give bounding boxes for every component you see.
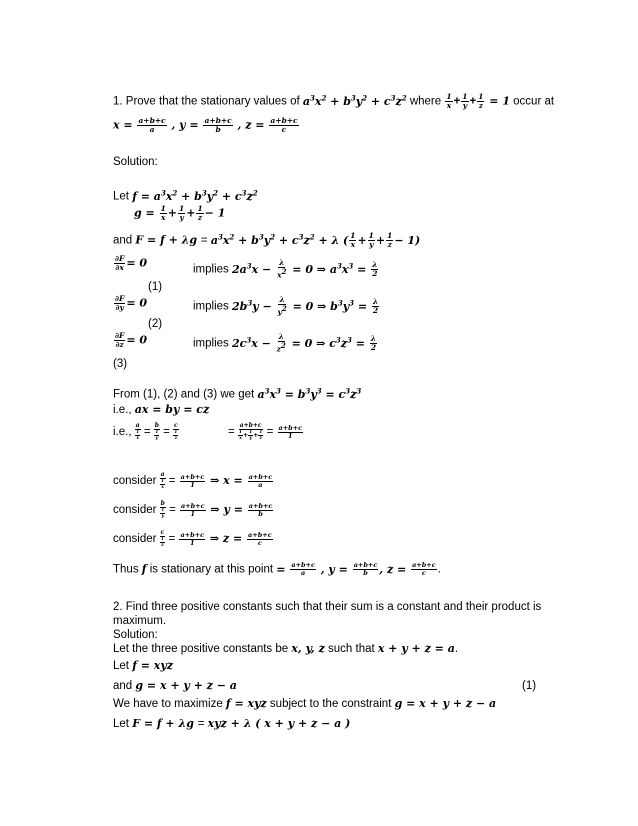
problem-2-let-f bbox=[113, 659, 173, 673]
let-three-text: Let the three positive constants be bbox=[113, 643, 292, 655]
consider-line-2: consider b 1 y = $\frac{a+b+c}{1}$ ⇒ y = $\frac{a+b+c}{b}$ bbox=[113, 500, 273, 519]
math-fraction: $\frac{a+b+c}{1}$ bbox=[180, 501, 205, 518]
let-text: Let bbox=[113, 718, 133, 730]
from-text: From (1), (2) and (3) we get bbox=[113, 388, 258, 401]
ie-line-1 bbox=[113, 403, 209, 417]
period-text: . bbox=[437, 563, 441, 576]
math-expression: x + y + z = a bbox=[377, 642, 455, 655]
ie-text: i.e., bbox=[113, 404, 135, 416]
math-expression: g = x + y + z − a bbox=[394, 697, 497, 710]
problem-2-line-2: maximum. bbox=[113, 615, 167, 627]
equation-label-1: (1) bbox=[148, 281, 163, 293]
let-text: Let bbox=[113, 660, 133, 672]
math-fraction: $\frac{a+b+c}{b}$ bbox=[248, 501, 273, 518]
ie-line-2: i.e., a 1 x = b 1 y = c 1 z bbox=[113, 422, 178, 441]
math-fraction: $\frac{a+b+c}{1}$ bbox=[180, 530, 205, 547]
math-fraction: $\frac{1}{y}$ bbox=[462, 92, 468, 111]
occur-text: occur at bbox=[509, 95, 555, 108]
math-expression: ⇒ y = bbox=[206, 503, 247, 517]
problem-2-equation-label-1: (1) bbox=[522, 680, 537, 692]
math-expression: g = x + y + z − a bbox=[135, 679, 237, 692]
math-expression: $a^3x^2 + b^3y^2 + c^3z^2 + \lambda$ ( $\frac{1}{x}$ + $\frac{1}{y}$ + $\frac{1}{z}$ − 1) bbox=[210, 231, 421, 250]
math-expression: ⇒ x = bbox=[206, 474, 247, 488]
math-fraction: $\frac{1}{z}$ bbox=[478, 92, 484, 111]
problem-2-solution-heading: Solution: bbox=[113, 629, 158, 641]
problem-2-maximize bbox=[113, 697, 496, 711]
implies-text: implies bbox=[193, 337, 232, 350]
and-F-line: and $F = f + \lambda g = a^3x^2 + b^3y^2 + c^3z^2 + \lambda$ ( $\frac{1}{x}$ + $\frac{1}{y}$ + $\frac{1}{z}$ − 1) bbox=[113, 231, 421, 250]
math-expression: $a^3x^2 + b^3y^2 + c^3z^2$ bbox=[302, 93, 407, 108]
and-text: and bbox=[113, 680, 136, 692]
consider-text: consider bbox=[113, 475, 157, 488]
math-expression: f = xyz bbox=[225, 697, 267, 710]
consider-line-3: consider c 1 z = $\frac{a+b+c}{1}$ ⇒ z = $\frac{a+b+c}{c}$ bbox=[113, 529, 272, 548]
consider-text: consider bbox=[113, 504, 157, 517]
math-expression: F = f + λg bbox=[135, 233, 201, 247]
problem-2-let-three bbox=[113, 642, 458, 656]
problem-2-and-g bbox=[113, 679, 237, 693]
g-definition-math: g = $\frac{1}{x}$ + $\frac{1}{y}$ + $\frac{1}{z}$ − 1 bbox=[134, 204, 226, 222]
math-fraction: a 1 x bbox=[160, 471, 165, 490]
math-expression: f = xyz bbox=[132, 659, 173, 672]
problem-1-statement: 1. Prove that the stationary values of $a^3x^2 + b^3y^2 + c^3z^2$ where $\frac{1}{x}$ + $\frac{1}{y}$ + $\frac{1}{z}$ = 1 occur at bbox=[113, 92, 555, 111]
implies-line-2 bbox=[193, 296, 380, 317]
math-expression: ax = by = cz bbox=[134, 403, 210, 416]
math-fraction: $\frac{a+b+c}{1}$ bbox=[180, 472, 205, 489]
math-fraction: c 1 z bbox=[160, 529, 165, 548]
equation-label-2: (2) bbox=[148, 318, 163, 330]
period-text: . bbox=[454, 643, 459, 655]
math-fraction: a+b+c 1 x + 1 y + 1 z bbox=[238, 422, 263, 441]
problem-1-text: 1. Prove that the stationary values of bbox=[113, 95, 303, 108]
math-fraction: $\frac{a+b+c}{1}$ bbox=[278, 423, 303, 440]
math-fraction: b 1 y bbox=[154, 422, 159, 441]
stationary-point-math: x = $\frac{a+b+c}{a}$ , y = $\frac{a+b+c}{b}$ , z = $\frac{a+b+c}{c}$ bbox=[113, 116, 298, 134]
math-expression: $f = a^3x^2 + b^3y^2 + c^3z^2$ bbox=[132, 188, 258, 203]
implies-line-1 bbox=[193, 259, 379, 280]
math-expression: = 1 bbox=[485, 94, 510, 108]
problem-2-line-1: 2. Find three positive constants such that their sum is a constant and their product is bbox=[113, 601, 542, 613]
implies-text: implies bbox=[193, 263, 232, 276]
math-expression: F = f + λg bbox=[132, 717, 198, 730]
math-expression: ⇒ z = bbox=[206, 532, 247, 546]
math-fraction: b 1 y bbox=[160, 500, 165, 519]
solution-heading: Solution: bbox=[113, 156, 158, 168]
implies-line-3 bbox=[193, 333, 378, 354]
math-fraction: $\frac{a+b+c}{c}$ bbox=[248, 530, 272, 547]
math-fraction: a 1 x bbox=[135, 422, 140, 441]
thus-line bbox=[113, 562, 441, 577]
consider-line-1: consider a 1 x = $\frac{a+b+c}{1}$ ⇒ x = $\frac{a+b+c}{a}$ bbox=[113, 471, 273, 490]
partial-fz-math: $\frac{\partial F}{\partial z}$ = 0 bbox=[115, 331, 148, 349]
where-text: where bbox=[406, 95, 445, 108]
implies-text: implies bbox=[193, 300, 232, 313]
math-expression: xyz + λ ( x + y + z − a ) bbox=[207, 717, 351, 730]
problem-2-let-F: Let F = f + λg = xyz + λ ( x + y + z − a ) bbox=[113, 717, 351, 730]
math-expression: = $\frac{a+b+c}{a}$ , y = $\frac{a+b+c}{b}$ , z = $\frac{a+b+c}{c}$ bbox=[276, 561, 436, 577]
equation-label-3: (3) bbox=[113, 358, 128, 370]
consider-text: consider bbox=[113, 533, 157, 546]
from-line bbox=[113, 384, 361, 402]
math-expression: $2b^3y$ − $\frac{\lambda}{y^2}$ = 0 ⇒ $b^3y^3$ = $\frac{\lambda}{2}$ bbox=[231, 295, 379, 317]
such-that-text: such that bbox=[324, 643, 378, 655]
ie-line-2-rhs: = a+b+c 1 x + 1 y + 1 z = $\frac{a+b+c}{1}$ bbox=[228, 422, 303, 441]
math-expression: $2c^3x$ − $\frac{\lambda}{z^2}$ = 0 ⇒ $c^3z^3$ = $\frac{\lambda}{2}$ bbox=[231, 332, 377, 354]
thus-text: Thus bbox=[113, 563, 142, 576]
maximize-text: We have to maximize bbox=[113, 698, 226, 710]
math-expression: $a^3x^3 = b^3y^3 = c^3z^3$ bbox=[257, 386, 362, 401]
math-fraction: $\frac{1}{x}$ bbox=[446, 92, 452, 111]
partial-fy-math: $\frac{\partial F}{\partial y}$ = 0 bbox=[115, 294, 148, 312]
and-text: and bbox=[113, 234, 136, 247]
partial-fx-math: $\frac{\partial F}{\partial x}$ = 0 bbox=[115, 254, 148, 272]
ie-text: i.e., bbox=[113, 426, 135, 439]
math-fraction: $\frac{a+b+c}{a}$ bbox=[248, 472, 273, 489]
math-fraction: c 1 z bbox=[174, 422, 178, 441]
let-text: Let bbox=[113, 190, 133, 203]
math-expression: $2a^3x$ − $\frac{\lambda}{x^2}$ = 0 ⇒ $a^3x^3$ = $\frac{\lambda}{2}$ bbox=[231, 258, 378, 280]
math-expression: f bbox=[141, 562, 147, 576]
let-f-line bbox=[113, 186, 258, 204]
subject-text: subject to the constraint bbox=[266, 698, 395, 710]
stationary-text: is stationary at this point bbox=[146, 563, 277, 576]
math-expression: x, y, z bbox=[291, 642, 325, 655]
